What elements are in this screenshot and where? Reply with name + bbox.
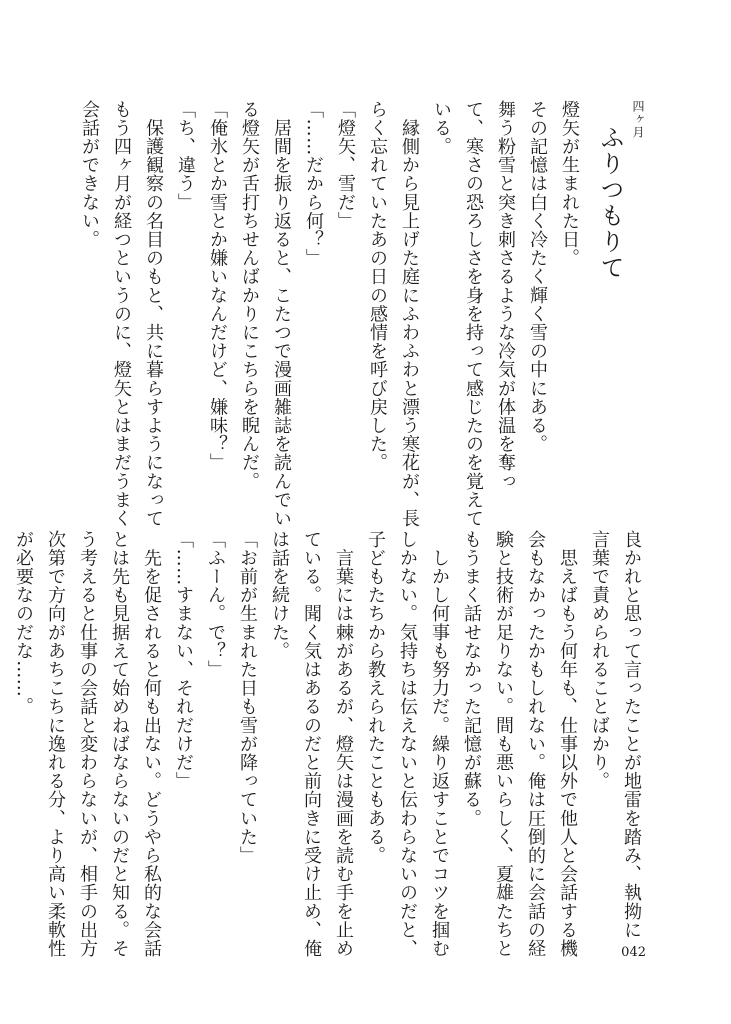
chapter-title: ふりつもりて — [596, 125, 624, 281]
upper-text-block: 燈矢が生まれた日。 その記憶は白く冷たく輝く雪の中にある。 舞う粉雪と突き刺さるような冷気が体温を奪っ て、寒さの恐ろしさを身を持って感じたのを覚えて いる。 縁側から見上げた庭にふわふわと漂う寒花が、長 らく忘れていたあの日の感情を呼び戻した。 「燈矢、雪だ」 「……だから何？」 居間を振り返ると、こたつで漫画雑誌を読んでい る燈矢が舌打ちせんばかりにこちらを睨んだ。 「俺氷とか雪とか嫌いなんだけど、嫌味？」 「ち、違う」 保護観察の名目のもと、共に暮らすようになって もう四ヶ月が経つというのに、燈矢とはまだうまく 会話ができない。 — [79, 100, 580, 528]
chapter-label: 四ヶ月 — [631, 100, 645, 139]
lower-text-block: 良かれと思って言ったことが地雷を踏み、執拗に 言葉で責められることばかり。 思えばもう何年も、仕事以外で他人と会話する機 会もなかったかもしれない。俺は圧倒的に会話の経 験と技術が足りない。間も悪いらしく、夏雄たちと もうまく話せなかった記憶が蘇る。 しかし何事も努力だ。繰り返すことでコツを掴む しかない。気持ちは伝えないと伝わらないのだと、 子どもたちから教えられたこともある。 言葉には棘があるが、燈矢は漫画を読む手を止め ている。聞く気はあるのだと前向きに受け止め、俺 は話を続けた。 「お前が生まれた日も雪が降っていた」 「ふーん。で？」 「……すまない、それだけだ」 先を促されると何も出ない。どうやら私的な会話 とは先も見据えて始めねばならないのだと知る。そ う考えると仕事の会話と変わらないが、相手の出方 次第で方向があちこちに逸れる分、より高い柔軟性 が必要なのだな……。 — [13, 530, 642, 958]
page-number: 042 — [621, 945, 646, 960]
